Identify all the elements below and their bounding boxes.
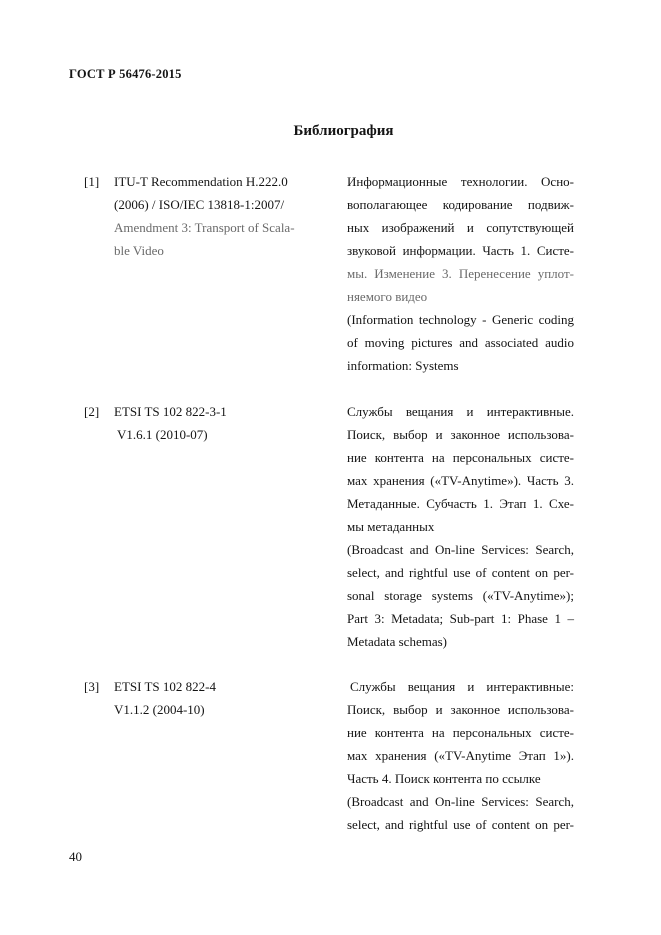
title-line-en: select, and rightful use of content on per- xyxy=(347,817,574,832)
title-line-ru: Информационные технологии. Осно- xyxy=(347,174,574,189)
title-line-en: (Broadcast and On-line Services: Search, xyxy=(347,542,574,557)
title-line-ru: ние контента на персональных систе- xyxy=(347,450,574,465)
designation-line: ETSI TS 102 822-3-1 xyxy=(114,404,227,419)
designation-line: Amendment 3: Transport of Scala- xyxy=(114,220,295,235)
document-header: ГОСТ Р 56476-2015 xyxy=(69,67,182,81)
title-line-ru: вополагающее кодирование подвиж- xyxy=(347,197,574,212)
designation-line: ETSI TS 102 822-4 xyxy=(114,679,216,694)
title-line-ru: Часть 4. Поиск контента по ссылке xyxy=(347,771,541,786)
title-line-ru: мах хранения («TV-Anytime Этап 1»). xyxy=(347,748,574,763)
title-line-en: (Broadcast and On-line Services: Search, xyxy=(347,794,574,809)
entry-title xyxy=(347,170,574,377)
entry-designation xyxy=(114,170,309,262)
entry-title xyxy=(347,400,574,653)
entry-designation xyxy=(114,675,309,721)
entry-title xyxy=(347,675,574,836)
designation-line: V1.1.2 (2004-10) xyxy=(114,702,205,717)
entry-number: [2] xyxy=(84,404,100,419)
entry-number: [3] xyxy=(84,679,100,694)
title-line-ru: мах хранения («TV-Anytime»). Часть 3. xyxy=(347,473,574,488)
designation-line: ble Video xyxy=(114,243,164,258)
title-line-ru: Поиск, выбор и законное использова- xyxy=(347,702,574,717)
page-number: 40 xyxy=(69,849,82,864)
title-line-ru: Службы вещания и интерактивные. xyxy=(347,404,574,419)
title-line-en: of moving pictures and associated audio xyxy=(347,335,574,350)
entry-designation xyxy=(114,400,309,446)
title-line-en: select, and rightful use of content on per- xyxy=(347,565,574,580)
title-line-ru: мы метаданных xyxy=(347,519,435,534)
title-line-ru: Службы вещания и интерактивные: xyxy=(350,679,574,694)
title-line-en: information: Systems xyxy=(347,358,459,373)
title-line-en: (Information technology - Generic coding xyxy=(347,312,574,327)
entry-number: [1] xyxy=(84,174,100,189)
designation-line: V1.6.1 (2010-07) xyxy=(117,427,208,442)
page-title: Библиография xyxy=(293,123,394,139)
designation-line: (2006) / ISO/IEC 13818-1:2007/ xyxy=(114,197,285,212)
title-line-ru: мы. Изменение 3. Перенесение уплот- xyxy=(347,266,574,281)
title-line-ru: ние контента на персональных систе- xyxy=(347,725,574,740)
title-line-ru: Поиск, выбор и законное использова- xyxy=(347,427,574,442)
designation-line: ITU-T Recommendation H.222.0 xyxy=(114,174,288,189)
title-line-en: Metadata schemas) xyxy=(347,634,447,649)
title-line-ru: Метаданные. Субчасть 1. Этап 1. Схе- xyxy=(347,496,574,511)
title-line-ru: няемого видео xyxy=(347,289,428,304)
title-line-ru: звуковой информации. Часть 1. Систе- xyxy=(347,243,574,258)
title-line-ru: ных изображений и сопутствующей xyxy=(347,220,574,235)
title-line-en: Part 3: Metadata; Sub-part 1: Phase 1 – xyxy=(347,611,574,626)
title-line-en: sonal storage systems («TV-Anytime»); xyxy=(347,588,574,603)
